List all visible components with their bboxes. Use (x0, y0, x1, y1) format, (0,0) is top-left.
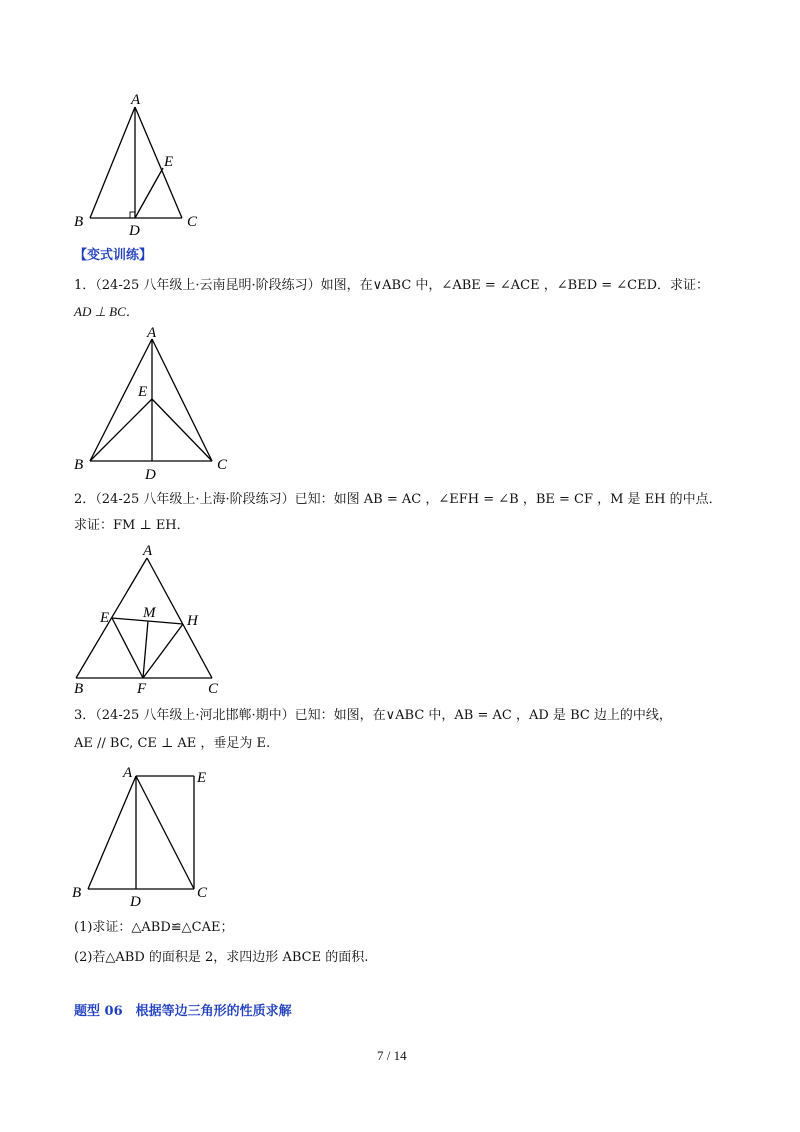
label-D: D (129, 223, 140, 239)
problem-3-text-2: AE // BC, CE ⊥ AE ，垂足为 E. (74, 736, 271, 751)
problem-3-question-1: (1)求证：△ABD≌△CAE； (74, 920, 234, 935)
label-C: C (208, 681, 219, 697)
label-D: D (145, 467, 156, 482)
problem-2-text: 2．（24-25 八年级上·上海·阶段练习）已知：如图 AB = AC ，∠EFH = ∠B ，BE = CF ，M 是 EH 的中点． (74, 492, 722, 507)
label-C: C (187, 214, 198, 230)
problem-2-text-2: 求证：FM ⊥ EH． (74, 518, 190, 533)
label-C: C (197, 885, 208, 901)
figure-top-triangle (60, 90, 220, 240)
label-A: A (143, 543, 153, 559)
label-A: A (123, 765, 133, 781)
label-B: B (74, 681, 84, 697)
label-M: M (143, 605, 156, 621)
figure-problem-3 (60, 758, 230, 908)
section-title: 【变式训练】 (74, 248, 153, 263)
page-number: 7 / 14 (377, 1048, 407, 1063)
label-C: C (217, 457, 228, 473)
label-B: B (72, 885, 82, 901)
label-E: E (164, 154, 174, 170)
label-E: E (197, 770, 207, 786)
label-A: A (147, 325, 157, 341)
label-F: F (137, 681, 147, 697)
type-heading: 题型 06 根据等边三角形的性质求解 (74, 1004, 292, 1019)
problem-3-question-2: (2)若△ABD 的面积是 2，求四边形 ABCE 的面积. (74, 950, 369, 965)
problem-1-text: 1．（24-25 八年级上·云南昆明·阶段练习）如图，在∨ABC 中，∠ABE = ∠ACE ，∠BED = ∠CED．求证： (74, 278, 710, 293)
figure-problem-1 (60, 322, 250, 482)
label-E: E (138, 384, 148, 400)
label-B: B (74, 214, 84, 230)
problem-1-text-2: AD ⊥ BC． (74, 304, 139, 319)
label-B: B (74, 457, 84, 473)
label-E: E (100, 610, 110, 626)
label-H: H (187, 613, 198, 629)
label-D: D (130, 894, 141, 908)
figure-problem-2 (60, 540, 240, 700)
problem-3-text: 3．（24-25 八年级上·河北邯郸·期中）已知：如图，在∨ABC 中，AB = AC ，AD 是 BC 边上的中线， (74, 708, 672, 723)
label-A: A (131, 92, 141, 108)
